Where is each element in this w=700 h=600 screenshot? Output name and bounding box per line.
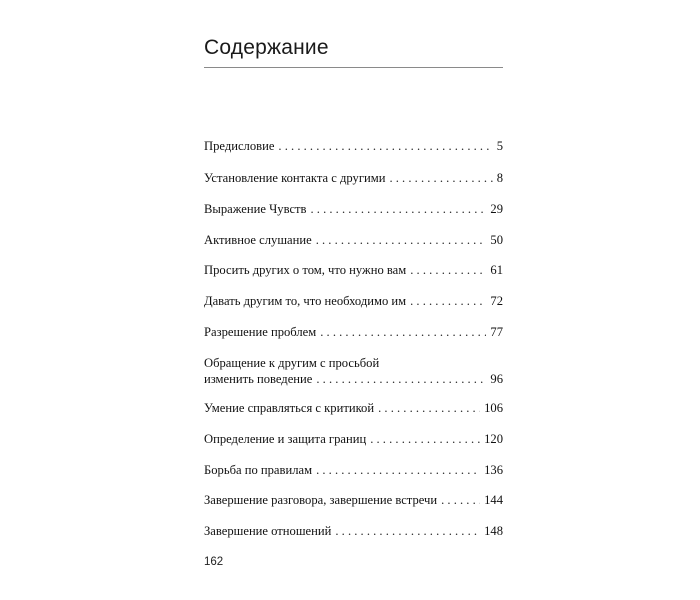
toc-entry-page: 29: [490, 202, 503, 216]
toc-entry: [204, 263, 503, 277]
dot-leader: [441, 493, 480, 507]
toc-entry-title: Давать другим то, что необходимо им: [204, 294, 407, 308]
toc-entry-page: 5: [496, 139, 503, 153]
toc-entry-page: 120: [484, 432, 503, 446]
dot-leader: [316, 463, 480, 477]
dot-leader: [389, 171, 492, 185]
toc-entry-title: Разрешение проблем: [204, 325, 317, 339]
dot-leader: [310, 202, 486, 216]
dot-leader: [378, 401, 480, 415]
contents-heading: Содержание: [204, 36, 329, 59]
toc-entry: [204, 493, 503, 507]
toc-entry-title: Определение и защита границ: [204, 432, 367, 446]
toc-entry-page: 61: [490, 263, 503, 277]
toc-entry: [204, 401, 503, 415]
toc-entry-title: изменить поведение: [204, 372, 313, 386]
toc-entry-title-line1: Обращение к другим с просьбой: [204, 356, 380, 370]
dot-leader: [410, 294, 486, 308]
toc-entry-title: Просить других о том, что нужно вам: [204, 263, 407, 277]
toc-entry: [204, 233, 503, 247]
dot-leader: [335, 524, 480, 538]
dot-leader: [278, 139, 492, 153]
toc-entry: [204, 139, 503, 153]
heading-rule: [204, 67, 503, 68]
dot-leader: [316, 233, 487, 247]
toc-entry: [204, 356, 503, 386]
dot-leader: [370, 432, 480, 446]
toc-entry-title: Завершение отношений: [204, 524, 332, 538]
toc-entry: [204, 463, 503, 477]
toc-entry-page: 106: [484, 401, 503, 415]
toc-entry-title: Выражение Чувств: [204, 202, 307, 216]
dot-leader: [316, 372, 486, 386]
toc-entry-page: 96: [490, 372, 503, 386]
dot-leader: [320, 325, 486, 339]
page-number: 162: [204, 556, 224, 568]
toc-entry-title: Установление контакта с другими: [204, 171, 386, 185]
toc-entry-title: Завершение разговора, завершение встречи: [204, 493, 438, 507]
toc-entry-page: 144: [484, 493, 503, 507]
toc-entry: [204, 325, 503, 339]
toc-entry: [204, 202, 503, 216]
toc-entry: [204, 524, 503, 538]
toc-entry-title: Активное слушание: [204, 233, 312, 247]
toc-entry-page: 77: [490, 325, 503, 339]
toc-entry-title: Умение справляться с критикой: [204, 401, 375, 415]
toc-entry: [204, 432, 503, 446]
toc-entry-title: Предисловие: [204, 139, 275, 153]
toc-entry-page: 8: [496, 171, 503, 185]
dot-leader: [410, 263, 486, 277]
toc-entry-page: 148: [484, 524, 503, 538]
toc-entry-title: Борьба по правилам: [204, 463, 313, 477]
toc-entry-page: 50: [490, 233, 503, 247]
toc-entry-page: 72: [490, 294, 503, 308]
toc-entry-page: 136: [484, 463, 503, 477]
toc-entry: [204, 171, 503, 185]
toc-entry: [204, 294, 503, 308]
